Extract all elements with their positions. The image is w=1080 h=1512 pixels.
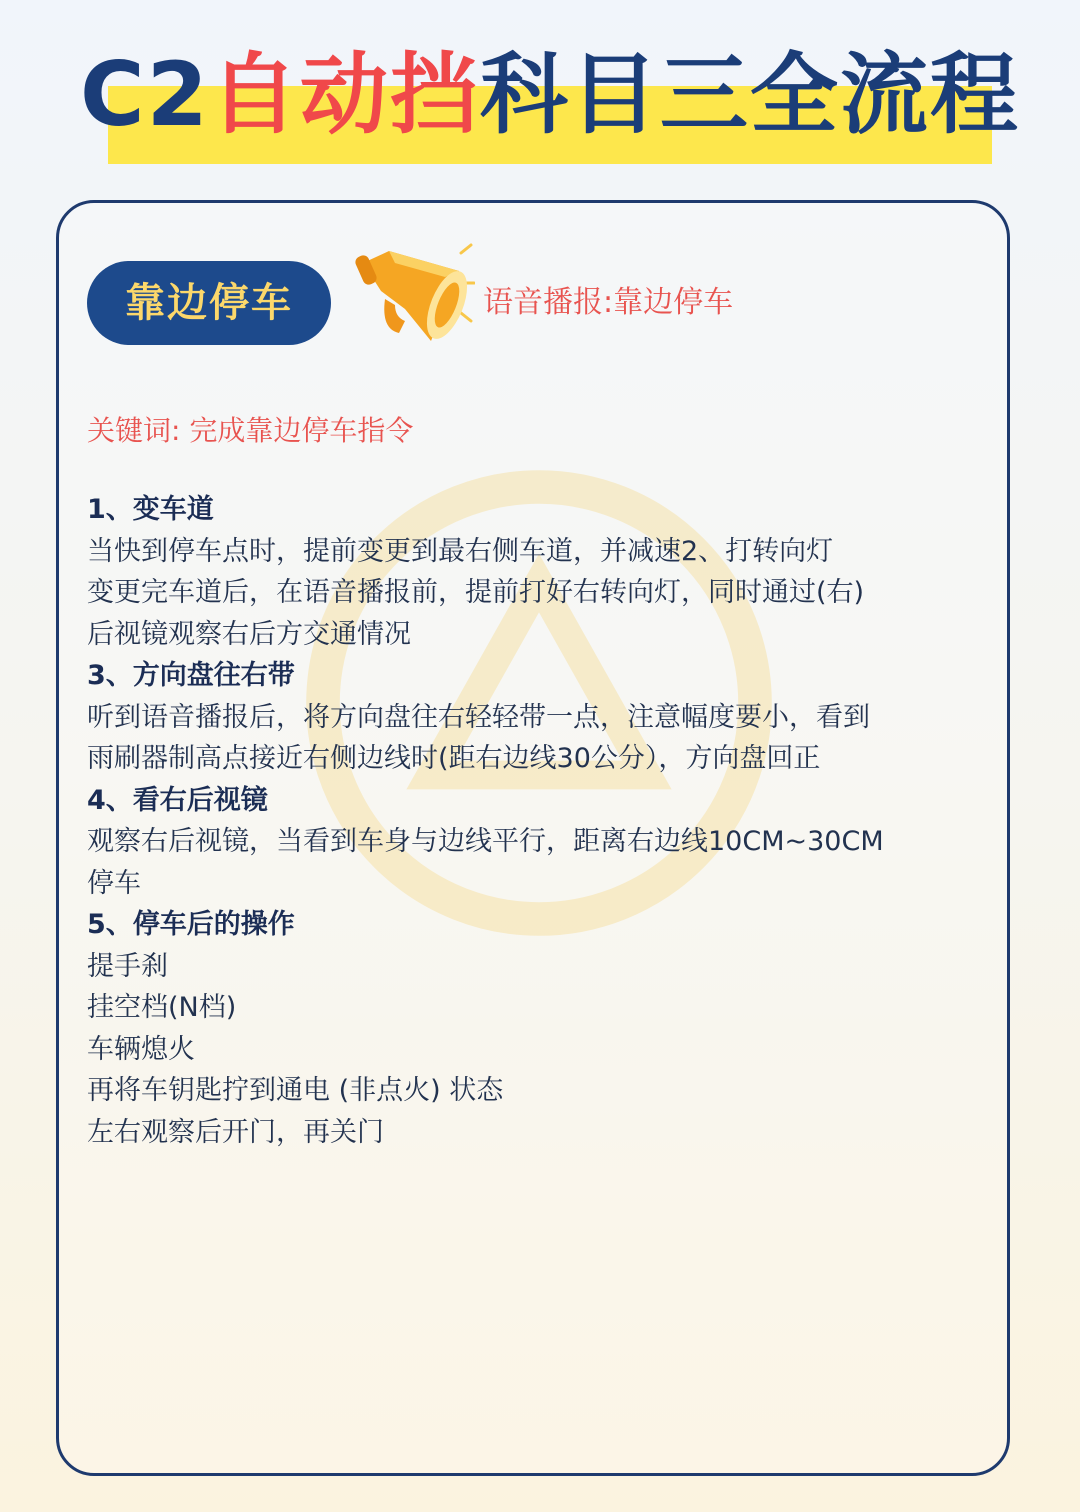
section-badge: 靠边停车 [87, 261, 331, 345]
step-text: 挂空档(N档) [87, 992, 237, 1023]
voice-announcement: 语音播报:靠边停车 [483, 285, 734, 320]
step-text: 后视镜观察右后方交通情况 [87, 618, 411, 650]
step-text: 再将车钥匙拧到通电 (非点火) 状态 [87, 1075, 504, 1106]
step-text: 观察右后视镜，当看到车身与边线平行，距离右边线10CM~30CM [87, 826, 884, 857]
step-text: 雨刷器制高点接近右侧边线时(距右边线30公分），方向盘回正 [87, 743, 821, 774]
step-text: 当快到停车点时，提前变更到最右侧车道，并减速2、打转向灯 [87, 535, 834, 567]
step-text: 听到语音播报后，将方向盘往右轻轻带一点，注意幅度要小，看到 [87, 701, 870, 733]
page-title [80, 30, 1020, 160]
step-text: 左右观察后开门，再关门 [87, 1116, 384, 1148]
title-part-automatic: 自动挡 [209, 43, 480, 146]
title-part-subject: 科目三全流程 [479, 43, 1020, 146]
step-heading: 5、停车后的操作 [87, 909, 295, 940]
step-heading: 1、变车道 [87, 494, 214, 525]
step-text: 变更完车道后，在语音播报前，提前打好右转向灯，同时通过(右) [87, 577, 865, 608]
step-text: 车辆熄火 [87, 1033, 195, 1065]
step-text: 提手刹 [87, 950, 168, 982]
megaphone-icon [355, 241, 475, 351]
instruction-list [87, 489, 967, 1153]
keyword-line: 关键词: 完成靠边停车指令 [87, 414, 414, 447]
content-card [56, 200, 1010, 1476]
step-heading: 3、方向盘往右带 [87, 660, 295, 691]
title-banner [80, 30, 1020, 170]
step-heading: 4、看右后视镜 [87, 784, 268, 816]
title-part-c2: C2 [80, 43, 210, 146]
step-text: 停车 [87, 867, 141, 899]
